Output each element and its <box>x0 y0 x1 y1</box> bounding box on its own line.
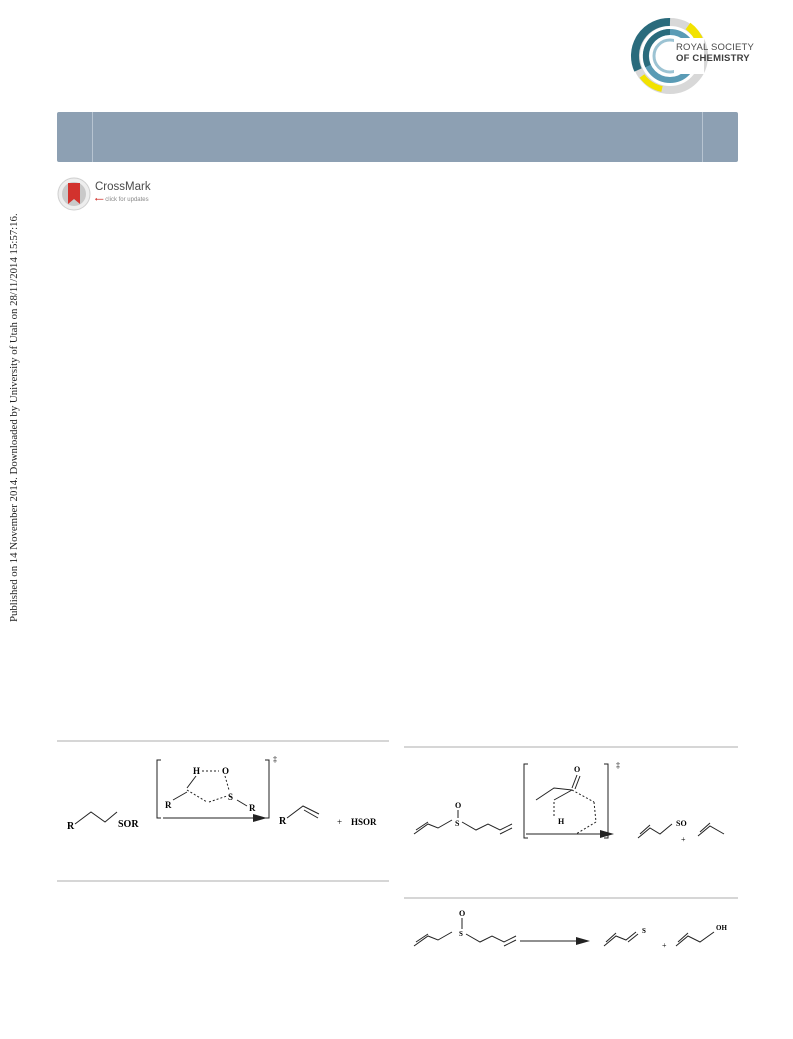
scheme1-dagger: ‡ <box>273 755 277 764</box>
scheme3-figure <box>404 904 738 960</box>
scheme3-reactant-s: S <box>459 930 463 938</box>
scheme3-top-rule <box>404 897 738 899</box>
scheme1-byproduct: HSOR <box>351 817 377 827</box>
scheme2-top-rule <box>404 746 738 748</box>
scheme3-product-s: S <box>642 927 646 935</box>
scheme3-reactant-o: O <box>459 909 466 918</box>
scheme2-reactant-s: S <box>455 819 460 828</box>
header-banner <box>57 112 738 162</box>
scheme1-reactant-group: SOR <box>118 819 139 830</box>
scheme1-ts-r1: R <box>165 800 172 810</box>
scheme2-ts-o: O <box>574 765 581 774</box>
scheme1-ts-r2: R <box>249 803 256 813</box>
scheme2-figure <box>404 754 738 864</box>
scheme3-plus: + <box>662 941 667 950</box>
scheme3-product-oh: OH <box>716 924 727 932</box>
scheme1-ts-h: H <box>193 766 201 776</box>
banner-divider <box>92 112 93 162</box>
scheme1-figure <box>57 748 389 876</box>
scheme1-plus: + <box>337 817 343 827</box>
crossmark-subtitle <box>95 196 149 203</box>
scheme1-top-rule <box>57 740 389 742</box>
scheme1-bottom-rule <box>57 880 389 882</box>
scheme2-product-so: SO <box>676 819 687 828</box>
scheme1-ts-o: O <box>222 766 230 776</box>
crossmark-bookmark-icon <box>57 177 91 211</box>
crossmark-badge[interactable] <box>57 177 157 213</box>
crossmark-arrow-icon: ⟵ <box>95 197 106 203</box>
scheme2-dagger: ‡ <box>616 761 620 770</box>
scheme2-plus: + <box>681 835 686 844</box>
scheme2-reactant-o: O <box>455 801 462 810</box>
download-notice: Published on 14 November 2014. Downloaded by University of Utah on 28/11/2014 15:57:16. <box>8 213 20 622</box>
banner-divider <box>702 112 703 162</box>
scheme1-ts-s: S <box>228 792 234 802</box>
crossmark-subtitle-text: click for updates <box>105 197 149 203</box>
scheme1-product-r: R <box>279 816 287 827</box>
scheme2-ts-h: H <box>558 817 565 826</box>
rsc-logo-line1: ROYAL SOCIETY <box>676 42 755 53</box>
rsc-logo-line2: OF CHEMISTRY <box>676 53 750 64</box>
rsc-logo-text <box>676 42 754 64</box>
scheme1-reactant-r: R <box>67 821 75 832</box>
crossmark-title: CrossMark <box>95 181 151 193</box>
